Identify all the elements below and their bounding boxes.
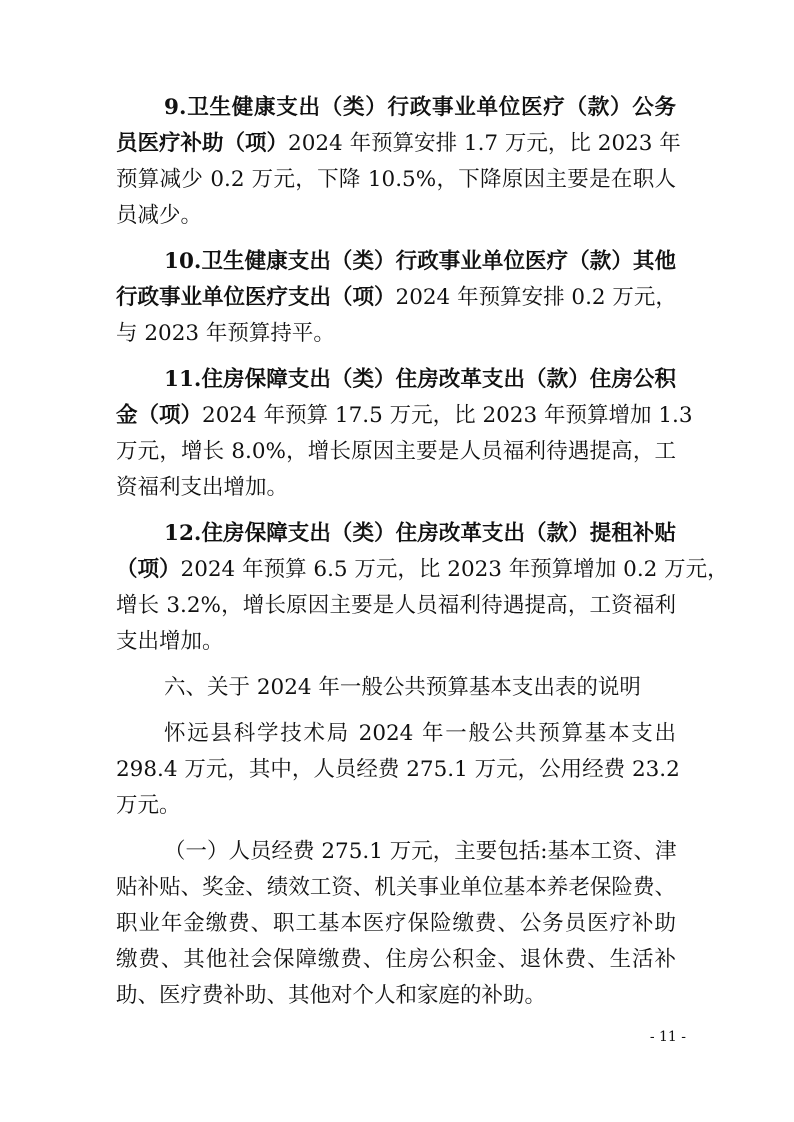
paragraph-health-civil-servant-subsidy bbox=[116, 90, 681, 234]
text-line: 行政事业单位医疗支出（项）2024 年预算安排 0.2 万元， bbox=[116, 285, 677, 310]
text-line: 员医疗补助（项）2024 年预算安排 1.7 万元，比 2023 年 bbox=[116, 131, 681, 156]
paragraph-housing-provident-fund bbox=[116, 362, 693, 506]
text-line: 12.住房保障支出（类）住房改革支出（款）提租补贴 bbox=[164, 521, 676, 546]
section-heading-basic-expenditure bbox=[116, 670, 676, 706]
paragraph-personnel-expenses bbox=[116, 834, 676, 1014]
text-line: 缴费、其他社会保障缴费、住房公积金、退休费、生活补 bbox=[116, 947, 676, 972]
text-line: 万元。 bbox=[116, 793, 181, 818]
document-body bbox=[116, 90, 729, 1014]
text-line: 预算减少 0.2 万元，下降 10.5%，下降原因主要是在职人 bbox=[116, 167, 676, 192]
text-line: （一）人员经费 275.1 万元，主要包括:基本工资、津 bbox=[164, 839, 677, 864]
text-line: （项）2024 年预算 6.5 万元，比 2023 年预算增加 0.2 万元， bbox=[116, 557, 729, 582]
text-line: 11.住房保障支出（类）住房改革支出（款）住房公积 bbox=[164, 367, 676, 392]
text-line: 万元，增长 8.0%，增长原因主要是人员福利待遇提高，工 bbox=[116, 439, 676, 464]
text-line: 助、医疗费补助、其他对个人和家庭的补助。 bbox=[116, 983, 547, 1008]
page-number: - 11 - bbox=[649, 1029, 686, 1045]
text-line: 与 2023 年预算持平。 bbox=[116, 321, 335, 346]
text-line: 资福利支出增加。 bbox=[116, 475, 289, 500]
text-line: 怀远县科学技术局 2024 年一般公共预算基本支出 bbox=[164, 721, 676, 746]
text-line: 金（项）2024 年预算 17.5 万元，比 2023 年预算增加 1.3 bbox=[116, 403, 693, 428]
text-line: 10.卫生健康支出（类）行政事业单位医疗（款）其他 bbox=[164, 249, 676, 274]
text-line: 增长 3.2%，增长原因主要是人员福利待遇提高，工资福利 bbox=[116, 593, 676, 618]
paragraph-health-other-medical bbox=[116, 244, 676, 352]
text-line: 员减少。 bbox=[116, 203, 203, 228]
text-line: 298.4 万元，其中，人员经费 275.1 万元，公用经费 23.2 bbox=[116, 757, 680, 782]
paragraph-housing-rent-subsidy bbox=[116, 516, 729, 660]
text-line: 贴补贴、奖金、绩效工资、机关事业单位基本养老保险费、 bbox=[116, 875, 676, 900]
section-title: 六、关于 2024 年一般公共预算基本支出表的说明 bbox=[164, 675, 641, 700]
paragraph-expenditure-summary bbox=[116, 716, 680, 824]
text-line: 9.卫生健康支出（类）行政事业单位医疗（款）公务 bbox=[164, 95, 676, 120]
text-line: 支出增加。 bbox=[116, 629, 224, 654]
text-line: 职业年金缴费、职工基本医疗保险缴费、公务员医疗补助 bbox=[116, 911, 676, 936]
